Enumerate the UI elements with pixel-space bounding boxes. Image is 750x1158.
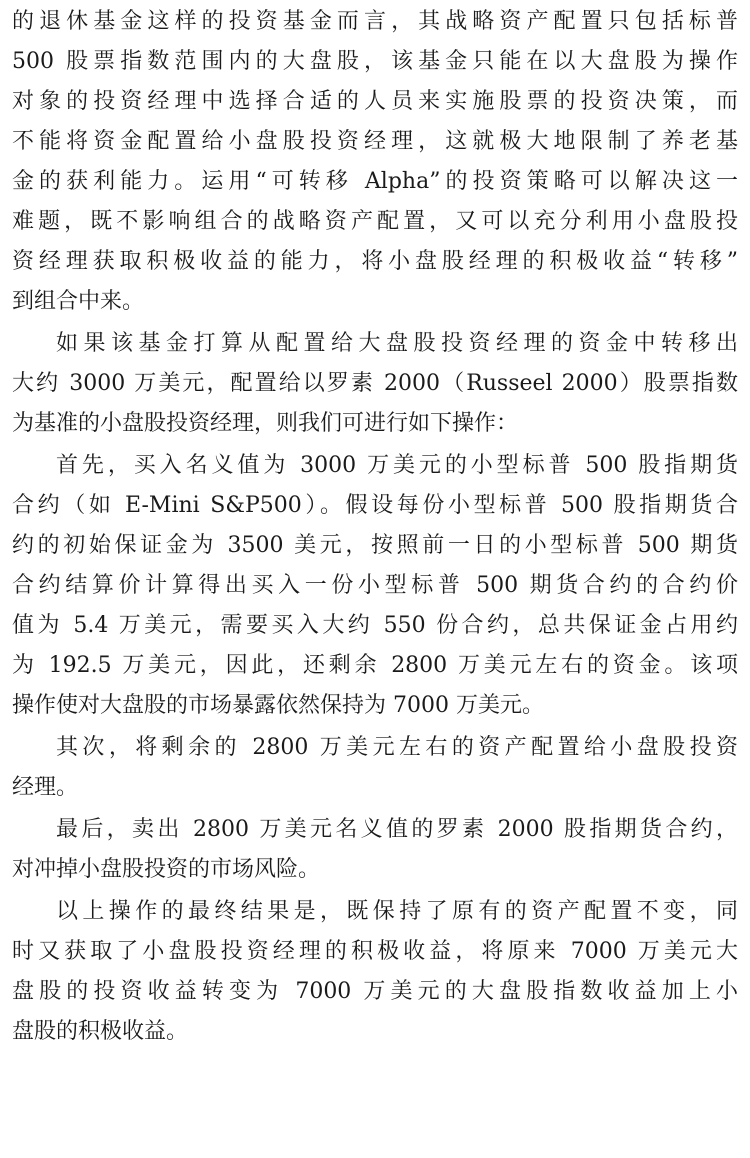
paragraph-4 xyxy=(12,728,738,808)
paragraph-1 xyxy=(12,2,738,322)
text-line: 最后，卖出 2800 万美元名义值的罗素 2000 股指期货合约， xyxy=(56,817,738,842)
text-line: 盘股的积极收益。 xyxy=(12,1019,189,1044)
text-line: 操作使对大盘股的市场暴露依然保持为 7000 万美元。 xyxy=(12,693,544,718)
text-line: 金的获利能力。运用“可转移 Alpha”的投资策略可以解决这一 xyxy=(12,169,738,194)
text-line: 难题，既不影响组合的战略资产配置，又可以充分利用小盘股投 xyxy=(12,209,738,234)
text-line: 如果该基金打算从配置给大盘股投资经理的资金中转移出 xyxy=(56,331,738,356)
text-line: 盘股的投资收益转变为 7000 万美元的大盘股指数收益加上小 xyxy=(12,979,738,1004)
text-line: 不能将资金配置给小盘股投资经理，这就极大地限制了养老基 xyxy=(12,129,738,154)
paragraph-5 xyxy=(12,810,738,890)
text-line: 经理。 xyxy=(12,775,79,800)
paragraph-2 xyxy=(12,324,738,444)
text-line: 500 股票指数范围内的大盘股，该基金只能在以大盘股为操作 xyxy=(12,49,738,74)
paragraph-3 xyxy=(12,446,738,726)
text-line: 合约结算价计算得出买入一份小型标普 500 期货合约的合约价 xyxy=(12,573,738,598)
text-line: 为 192.5 万美元，因此，还剩余 2800 万美元左右的资金。该项 xyxy=(12,653,738,678)
text-line: 合约（如 E-Mini S&P500）。假设每份小型标普 500 股指期货合 xyxy=(12,493,738,518)
text-line: 时又获取了小盘股投资经理的积极收益，将原来 7000 万美元大 xyxy=(12,939,738,964)
text-line: 大约 3000 万美元，配置给以罗素 2000（Russeel 2000）股票指数 xyxy=(12,371,738,396)
text-line: 对象的投资经理中选择合适的人员来实施股票的投资决策，而 xyxy=(12,89,738,114)
text-line: 值为 5.4 万美元，需要买入大约 550 份合约，总共保证金占用约 xyxy=(12,613,738,638)
text-line: 的退休基金这样的投资基金而言，其战略资产配置只包括标普 xyxy=(12,9,738,34)
text-line: 到组合中来。 xyxy=(12,289,145,314)
text-line: 以上操作的最终结果是，既保持了原有的资产配置不变，同 xyxy=(56,899,738,924)
text-line: 其次，将剩余的 2800 万美元左右的资产配置给小盘股投资 xyxy=(56,735,738,760)
text-line: 资经理获取积极收益的能力，将小盘股经理的积极收益“转移” xyxy=(12,249,738,274)
text-line: 首先，买入名义值为 3000 万美元的小型标普 500 股指期货 xyxy=(56,453,738,478)
text-line: 为基准的小盘股投资经理，则我们可进行如下操作： xyxy=(12,411,519,436)
text-line: 对冲掉小盘股投资的市场风险。 xyxy=(12,857,321,882)
paragraph-6 xyxy=(12,892,738,1052)
text-line: 约的初始保证金为 3500 美元，按照前一日的小型标普 500 期货 xyxy=(12,533,738,558)
